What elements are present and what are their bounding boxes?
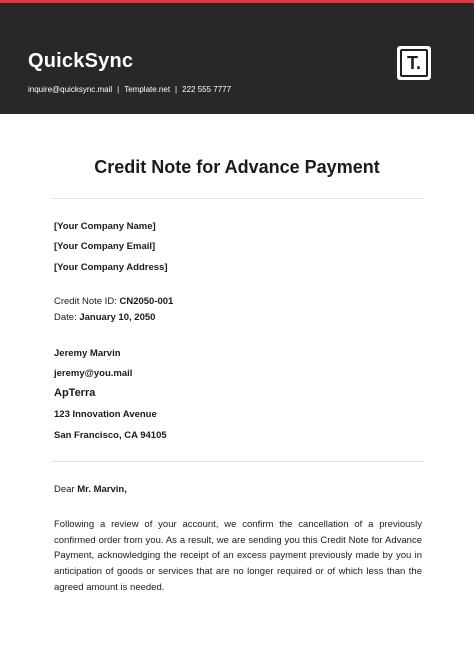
- template-logo: [397, 46, 431, 80]
- template-logo-icon: T.: [400, 49, 428, 77]
- salutation-prefix: Dear: [54, 484, 75, 495]
- company-brand-name: QuickSync: [28, 50, 134, 72]
- contact-email: inquire@quicksync.mail: [28, 85, 113, 94]
- contact-line: [28, 85, 231, 94]
- divider: [52, 461, 424, 462]
- recipient-city: San Francisco, CA 94105: [54, 430, 167, 441]
- contact-phone: 222 555 7777: [182, 85, 232, 94]
- contact-separator: |: [175, 85, 178, 94]
- salutation-name: Mr. Marvin,: [77, 484, 127, 495]
- recipient-company: ApTerra: [54, 387, 96, 399]
- date-line: [54, 312, 155, 323]
- document-title: Credit Note for Advance Payment: [94, 157, 380, 177]
- sender-company-email: [Your Company Email]: [54, 241, 156, 252]
- body-paragraph: Following a review of your account, we confirm the cancellation of a previously confirmed order from you. As a result, we are sending you this Credit Note for Advance Payment, acknowledging the receipt of an excess payment previously made by you in anticipation of goods or services that are no longer required or of which less than the agreed amount is needed.: [54, 519, 422, 593]
- credit-note-id-line: [54, 296, 173, 307]
- salutation: [54, 484, 127, 495]
- contact-separator: |: [117, 85, 120, 94]
- sender-company-name: [Your Company Name]: [54, 221, 156, 232]
- credit-note-id-value: CN2050-001: [119, 296, 174, 307]
- letterhead-header: [0, 0, 474, 114]
- recipient-street: 123 Innovation Avenue: [54, 409, 157, 420]
- divider: [52, 198, 424, 199]
- recipient-name: Jeremy Marvin: [54, 348, 121, 359]
- sender-company-address: [Your Company Address]: [54, 262, 168, 273]
- contact-website: Template.net: [124, 85, 171, 94]
- recipient-email: jeremy@you.mail: [54, 368, 133, 379]
- credit-note-id-label: Credit Note ID:: [54, 296, 117, 307]
- date-value: January 10, 2050: [79, 312, 156, 323]
- date-label: Date:: [54, 312, 77, 323]
